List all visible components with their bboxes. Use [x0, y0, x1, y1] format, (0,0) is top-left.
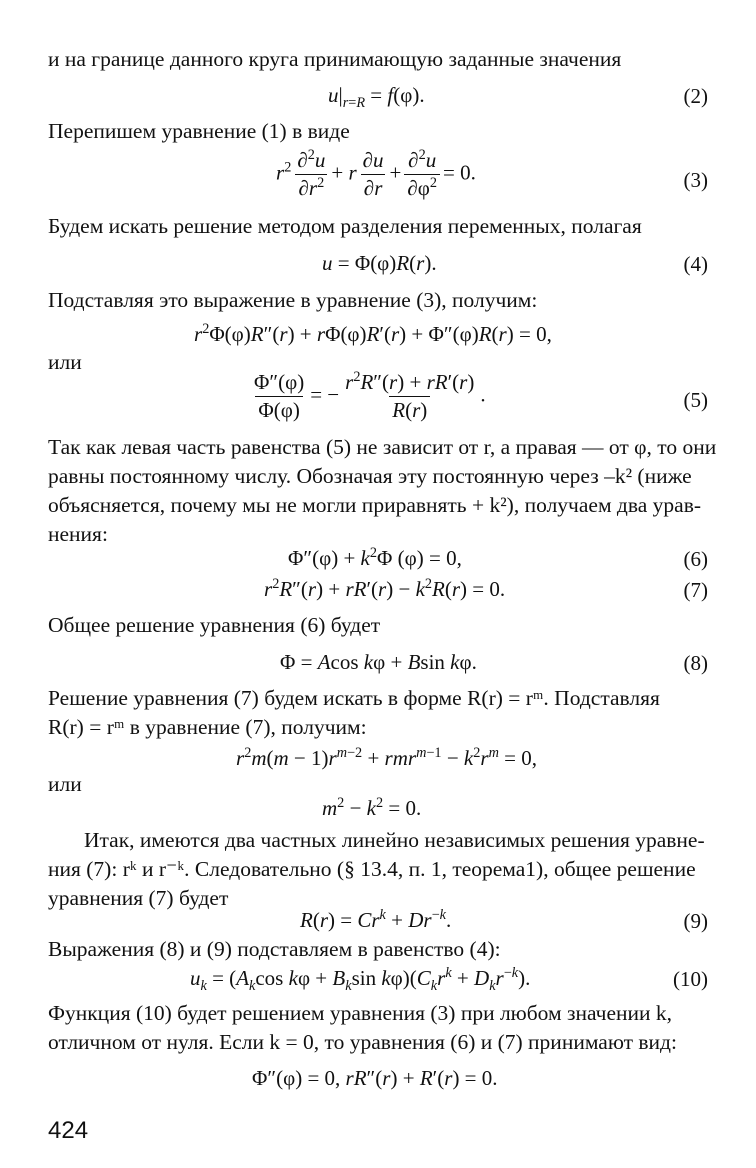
- equation-7: $r^2R''(r) + rR'(r) - k^2R(r) = 0$.: [264, 576, 506, 601]
- text-line: объясняется, почему мы не могли приравнять + k²), получаем два урав-: [48, 493, 701, 517]
- equation-10: $u_k = (A_k\cos$ $k\varphi + B_k\sin$ $k\varphi)(C_kr^k + D_kr^{-k})$.: [190, 965, 531, 995]
- text-line: уравнения (7) будет: [48, 886, 229, 910]
- text-line: Общее решение уравнения (6) будет: [48, 613, 381, 637]
- equation-number: (5): [683, 388, 708, 412]
- text-line: Подставляя это выражение в уравнение (3), получим:: [48, 288, 538, 312]
- page-number: 424: [48, 1117, 89, 1144]
- text-line: или: [48, 350, 82, 374]
- equation-11: Φ″(φ) = 0, rR″(r) + R′(r) = 0.: [252, 1066, 498, 1090]
- equation-number: (8): [683, 651, 708, 675]
- equation-8: Φ = Acos kφ + Bsin kφ.: [280, 650, 477, 674]
- text-line: и на границе данного круга принимающую заданные значения: [48, 47, 622, 71]
- equation-8c: $m^2 - k^2 = 0$.: [322, 795, 422, 820]
- text-line: Итак, имеются два частных линейно независимых решения уравне-: [84, 828, 705, 852]
- text-line: или: [48, 772, 82, 796]
- equation-number: (7): [683, 578, 708, 602]
- equation-3: $r^2$ $\frac{\partial^2u}{\partial r^2}$ + r $\frac{\partial u}{\partial r}$ + $\frac{\partial^2u}{\partial\varphi^2}$ = 0.: [276, 147, 476, 200]
- equation-4b: $r^2\Phi(\varphi)R''(r) + r\Phi(\varphi)R'(r) + \Phi''(\varphi)R(r) = 0$,: [194, 321, 552, 346]
- equation-number: (9): [683, 909, 708, 933]
- text-line: равны постоянному числу. Обозначая эту постоянную через –k² (ниже: [48, 464, 692, 488]
- equation-6: $\Phi''(\varphi) + k^2\Phi$ (φ) = 0,: [288, 545, 462, 570]
- equation-4: u = Φ(φ)R(r).: [322, 251, 437, 275]
- equation-number: (6): [683, 547, 708, 571]
- equation-8b: $r^2m(m - 1)r^{m-2} + rmr^{m-1} - k^2r^m = 0$,: [236, 745, 537, 770]
- text-line: Будем искать решение методом разделения переменных, полагая: [48, 214, 642, 238]
- text-line: Так как левая часть равенства (5) не зависит от r, а правая — от φ, то они: [48, 435, 717, 459]
- text-line: ния (7): rᵏ и r⁻ᵏ. Следовательно (§ 13.4, п. 1, теорема1), общее решение: [48, 857, 696, 881]
- equation-number: (2): [683, 84, 708, 108]
- text-line: отличном от нуля. Если k = 0, то уравнения (6) и (7) принимают вид:: [48, 1030, 677, 1054]
- text-line: Перепишем уравнение (1) в виде: [48, 119, 350, 143]
- equation-2: $u|_{r=R} = f(\varphi)$.: [328, 83, 425, 112]
- text-line: Решение уравнения (7) будем искать в форме R(r) = rᵐ. Подставляя: [48, 686, 660, 710]
- text-line: нения:: [48, 522, 108, 546]
- equation-5: $\frac{\Phi''(\varphi)}{\Phi(\varphi)}$ = − $\frac{r^2R''(r) + rR'(r)}{R(r)}$ .: [254, 369, 486, 422]
- equation-number: (4): [683, 252, 708, 276]
- equation-number: (10): [673, 967, 708, 991]
- equation-number: (3): [683, 168, 708, 192]
- text-line: R(r) = rᵐ в уравнение (7), получим:: [48, 715, 367, 739]
- text-line: Выражения (8) и (9) подставляем в равенство (4):: [48, 937, 501, 961]
- text-line: Функция (10) будет решением уравнения (3) при любом значении k,: [48, 1001, 673, 1025]
- equation-9: $R(r) = Cr^k + Dr^{-k}$.: [300, 907, 452, 932]
